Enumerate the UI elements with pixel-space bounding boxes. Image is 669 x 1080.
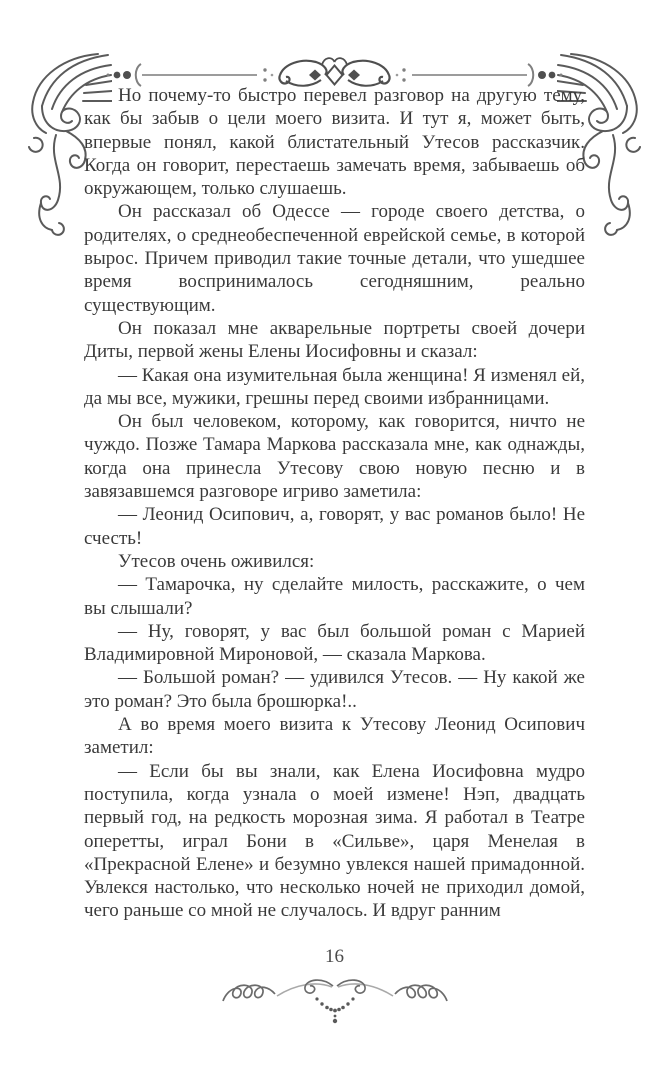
paragraph: — Тамарочка, ну сделайте милость, расскажите, о чем вы слышали? xyxy=(84,574,585,619)
page-text xyxy=(84,84,585,952)
paragraph: Он был человеком, которому, как говорится, ничто не чуждо. Позже Тамара Маркова рассказала мне, как однажды, когда она принесла Утесову свою новую песню и в завязавшемся разговоре игриво заметила: xyxy=(84,411,585,503)
paragraph: А во время моего визита к Утесову Леонид Осипович заметил: xyxy=(84,714,585,759)
paragraph: — Большой роман? — удивился Утесов. — Ну какой же это роман? Это была брошюрка!.. xyxy=(84,667,585,712)
paragraph: Утесов очень оживился: xyxy=(118,550,315,572)
paragraph: — Если бы вы знали, как Елена Иосифовна мудро поступила, когда узнала о моей измене! Нэп, двадцать первый год, на редкость морозная зима. Я работал в Театре оперетты, играл Бони в «Сильве», царя Менелая в «Прекрасной Елене» и безумно увлекся нашей примадонной. Увлекся настолько, что несколько ночей не приходил домой, чего раньше со мной не случалось. И вдруг ранним xyxy=(84,760,585,922)
pendant-dots xyxy=(315,997,354,1023)
paragraph: — Какая она изумительная была женщина! Я изменял ей, да мы все, мужики, грешны перед своими избранницами. xyxy=(84,364,585,409)
paragraph: — Ну, говорят, у вас был большой роман с Марией Владимировной Мироновой, — сказала Маркова. xyxy=(84,620,585,666)
paragraph: Он рассказал об Одессе — городе своего детства, о родителях, о среднеобеспеченной еврейской семье, в которой вырос. Причем приводил такие точные детали, что ушедшее время воспринималось сегодняшним, реально существующим. xyxy=(84,201,585,316)
footer-tailpiece-icon xyxy=(220,972,450,1026)
page-number: 16 xyxy=(325,946,344,967)
paragraph: — Леонид Осипович, а, говорят, у вас романов было! Не счесть! xyxy=(84,504,585,549)
paragraph: Он показал мне акварельные портреты своей дочери Диты, первой жены Елены Иосифовны и сказал: xyxy=(84,317,585,363)
paragraph: Но почему-то быстро перевел разговор на другую тему, как бы забыв о цели моего визита. И тут я, может быть, впервые понял, какой блистательный Утесов рассказчик. Когда он говорит, перестаешь замечать время, забываешь об окружающем, только слушаешь. xyxy=(84,85,585,200)
